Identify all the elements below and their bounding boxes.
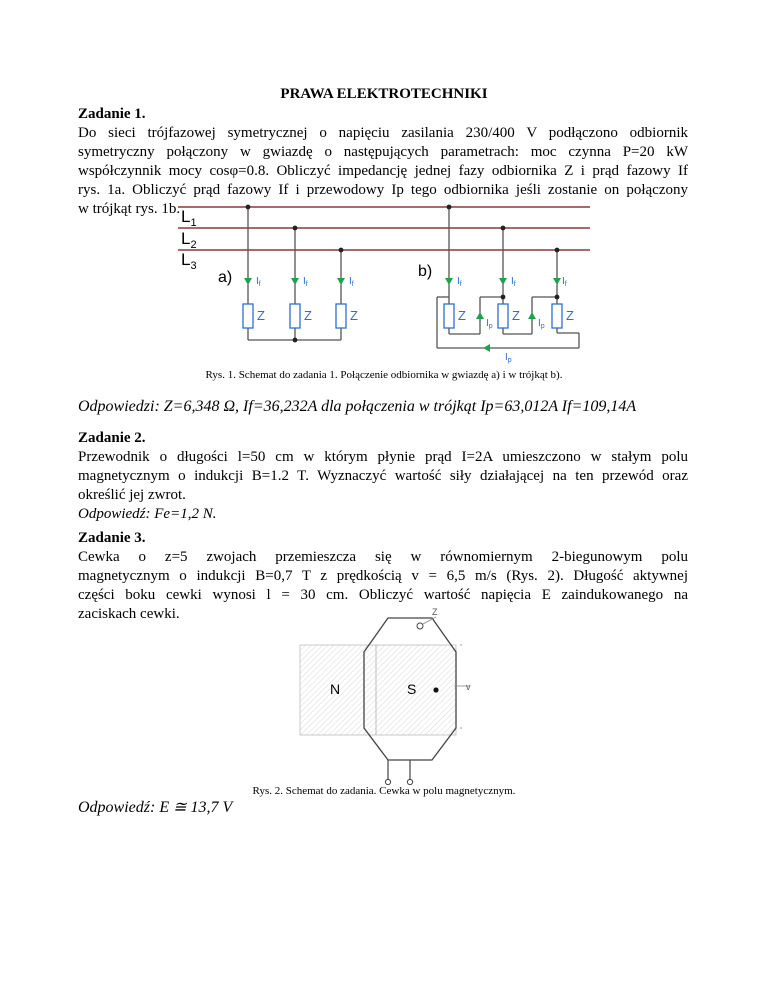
task1-heading: Zadanie 1. [78, 106, 146, 122]
svg-text:If: $I_f$ [457, 276, 462, 288]
coil-marker-top [417, 623, 423, 629]
svg-text:Ip: $I_p$ [505, 352, 512, 364]
label-S: S [407, 681, 417, 697]
impedance-b2 [498, 304, 508, 328]
task2-line1: Przewodnik o długości l=50 cm w którym płynie prąd I=2A umieszczono w stałym polu [78, 449, 688, 465]
task2-heading: Zadanie 2. [78, 430, 146, 446]
task1-answer: Odpowiedzi: Z=6,348 Ω, If=36,232A dla połączenia w trójkąt Ip=63,012A If=109,14A [78, 398, 637, 415]
label-L2: $L_2$ [181, 229, 197, 251]
svg-text:If: $I_f$ [562, 276, 567, 288]
task2-answer: Odpowiedź: Fe=1,2 N. [78, 506, 217, 522]
svg-text:Z: Z [512, 308, 520, 323]
label-delta-b: b) [418, 263, 433, 280]
task3-line4: zaciskach cewki. [78, 606, 180, 622]
label-v: v [466, 682, 471, 692]
impedance-a3 [336, 304, 346, 328]
svg-text:If: $I_f$ [349, 276, 354, 288]
label-L1: $L_1$ [181, 207, 197, 229]
impedance-b1 [444, 304, 454, 328]
task1-line2: symetryczny połączony w gwiazdę o następujących parametrach: moc czynna P=20 kW [78, 144, 688, 160]
svg-text:Z: Z [458, 308, 466, 323]
svg-text:Ip: $I_p$ [486, 318, 493, 330]
task3-line1: Cewka o z=5 zwojach przemieszcza się w równomiernym 2-biegunowym polu [78, 549, 688, 565]
task3-answer: Odpowiedź: E ≅ 13,7 V [78, 799, 233, 816]
label-N: N [330, 681, 341, 697]
label-Z: Z [432, 607, 438, 617]
task1-line1: Do sieci trójfazowej symetrycznej o napięciu zasilania 230/400 V podłączono odbiornik [78, 125, 688, 141]
svg-text:If: $I_f$ [511, 276, 516, 288]
coil-in-magnetic-field-diagram [0, 600, 768, 790]
figure1-caption: Rys. 1. Schemat do zadania 1. Połączenie odbiornika w gwiazdę a) i w trójkąt b). [205, 369, 563, 381]
svg-text:If: $I_f$ [256, 276, 261, 288]
svg-text:Z: Z [566, 308, 574, 323]
figure2-caption: Rys. 2. Schemat do zadania. Cewka w polu magnetycznym. [252, 785, 516, 797]
task3-line3: części boku cewki wynosi l = 30 cm. Obliczyć wartość napięcia E zaindukowanego na [78, 587, 688, 603]
coil-marker-right [433, 687, 438, 692]
three-phase-circuit-diagram [0, 0, 768, 370]
impedance-b3 [552, 304, 562, 328]
label-L3: $L_3$ [181, 250, 197, 272]
task1-line5: w trójkąt rys. 1b. [78, 201, 181, 217]
svg-text:Z: Z [304, 308, 312, 323]
svg-text:Z: Z [257, 308, 265, 323]
svg-text:If: $I_f$ [303, 276, 308, 288]
task2-line3: określić jej zwrot. [78, 487, 186, 503]
page-title: PRAWA ELEKTROTECHNIKI [280, 86, 488, 102]
task2-line2: magnetycznym o indukcji B=1.2 T. Wyznaczyć wartość siły działającej na ten przewód oraz [78, 468, 688, 484]
coil-terminal-2 [407, 779, 412, 784]
task3-heading: Zadanie 3. [78, 530, 146, 546]
impedance-a1 [243, 304, 253, 328]
task3-line2: magnetycznym o indukcji B=0,7 T z prędkością v = 6,5 m/s (Rys. 2). Długość aktywnej [78, 568, 688, 584]
svg-text:Ip: $I_p$ [538, 318, 545, 330]
task1-line4: rys. 1a. Obliczyć prąd fazowy If i przewodowy Ip tego odbiornika jeśli zostanie on połączony [78, 182, 688, 198]
impedance-a2 [290, 304, 300, 328]
task1-line3: współczynnik mocy cosφ=0.8. Obliczyć impedancję jednej fazy odbiornika Z i prąd fazowy If [78, 163, 688, 179]
label-star-a: a) [218, 269, 233, 286]
coil-terminal-1 [385, 779, 390, 784]
svg-text:Z: Z [350, 308, 358, 323]
